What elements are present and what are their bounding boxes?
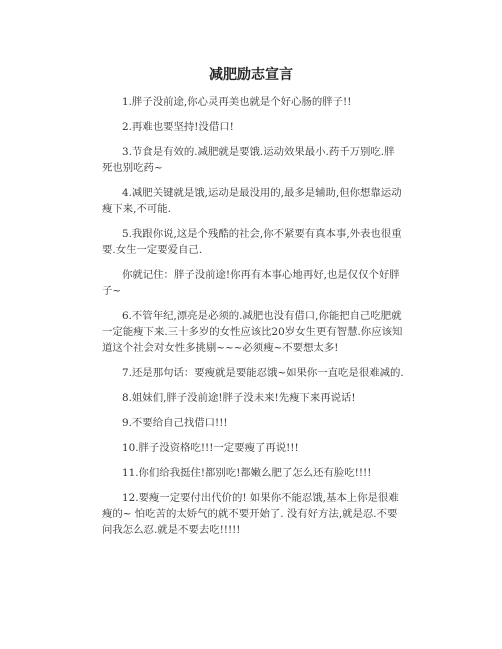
paragraph: 2.再难也要坚持!没借口!: [122, 121, 234, 133]
paragraph: 1.胖子没前途,你心灵再美也就是个好心肠的胖子!!: [122, 96, 352, 108]
paragraph: 11.你们给我挺住!都别吃!都嫩么肥了怎么还有脸吃!!!!: [122, 467, 372, 479]
paragraph: 12.要瘦一定要付出代价的! 如果你不能忍饿,基本上你是很难瘦的~ 怕吃苦的太娇气的就不要开始了. 没有好方法,就是忍.不要问我怎么忍.就是不要去吃!!!!!: [102, 492, 399, 536]
document-body: [102, 94, 404, 547]
paragraph: 5.我跟你说,这是个残酷的社会,你不紧要有真本事,外表也很重要.女生一定要爱自己.: [102, 228, 402, 256]
paragraph: 你就记住：胖子没前途!你再有本事心地再好,也是仅仅个好胖子~: [102, 269, 400, 297]
paragraph: 6.不管年纪,漂亮是必须的.减肥也没有借口,你能把自己吃肥就一定能瘦下来.三十多岁的女性应该比20岁女生更有智慧.你应该知道这个社会对女性多挑剔~~~必须瘦~不要想太多!: [102, 310, 403, 354]
paragraph: 9.不要给自己找借口!!!: [122, 417, 228, 429]
paragraph: 7.还是那句话：要瘦就是要能忍饿~如果你一直吃是很难减的.: [122, 367, 404, 379]
paragraph: 3.节食是有效的.减肥就是要饿.运动效果最小.药千万别吃.胖死也别吃药~: [102, 146, 395, 174]
paragraph: 10.胖子没资格吃!!!一定要瘦了再说!!!: [122, 442, 299, 454]
document-title: 减肥励志宣言: [209, 67, 293, 83]
paragraph: 4.减肥关键就是饿,运动是最没用的,最多是辅助,但你想靠运动瘦下来,不可能.: [102, 187, 402, 215]
paragraph: 8.姐妹们,胖子没前途!胖子没未来!先瘦下来再说话!: [122, 392, 356, 404]
